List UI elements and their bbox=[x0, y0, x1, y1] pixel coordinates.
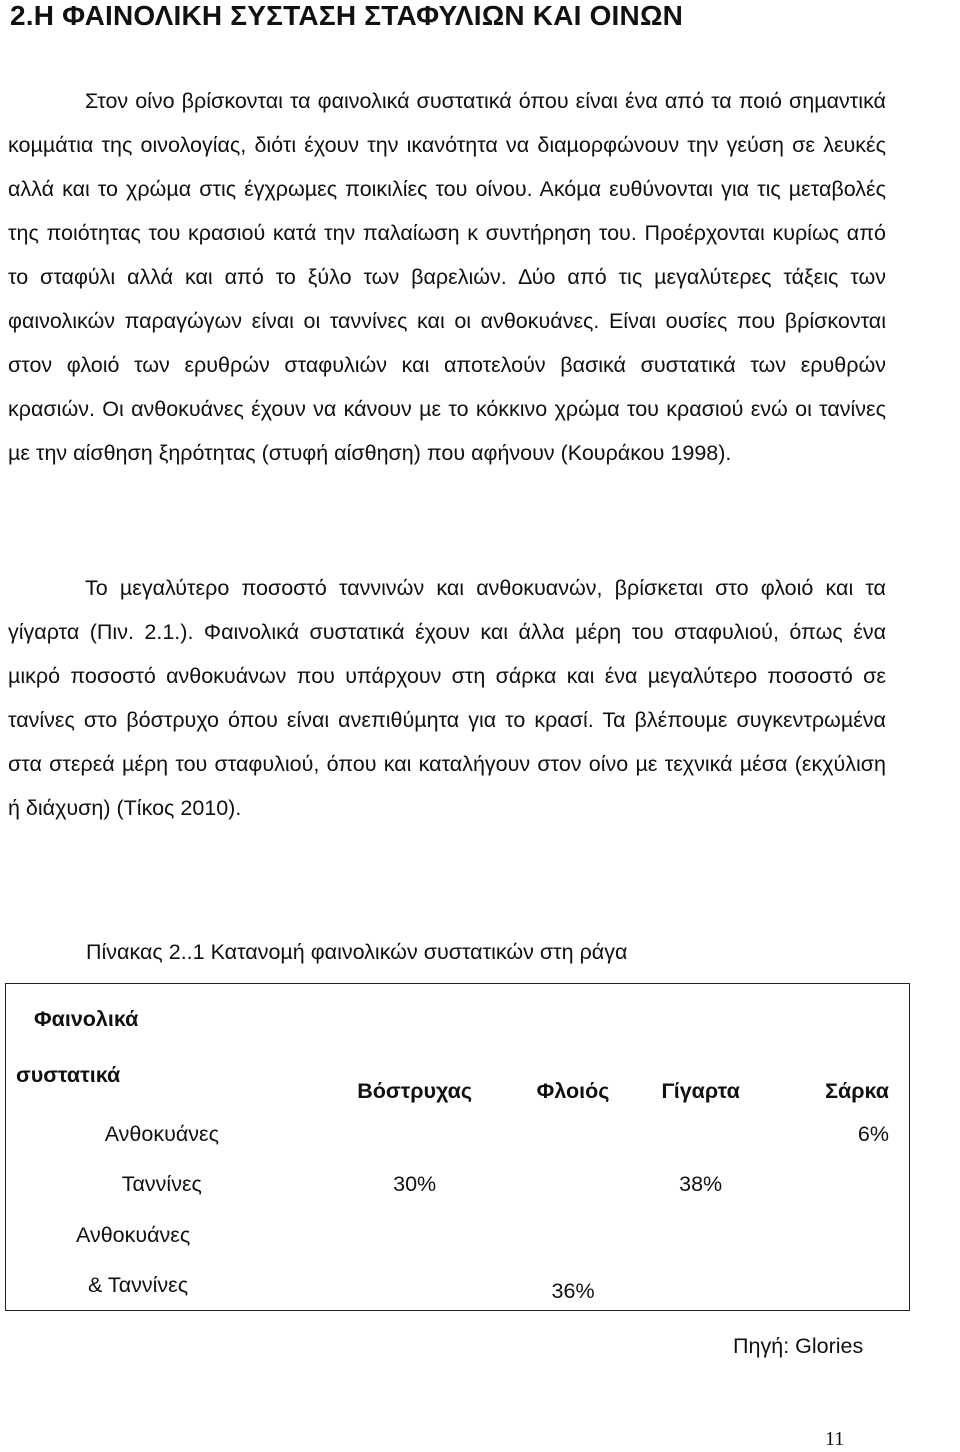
row-label-line1: Ανθοκυάνες bbox=[76, 1222, 191, 1247]
header-compounds-line2: συστατικά bbox=[16, 1062, 121, 1087]
table-row bbox=[6, 1160, 910, 1210]
table-header-row bbox=[6, 984, 910, 1110]
header-cell-flesh: Σάρκα bbox=[825, 1078, 889, 1103]
page-number: 11 bbox=[825, 1428, 845, 1450]
cell-stem bbox=[318, 1210, 512, 1311]
header-cell-skin: Φλοιός bbox=[536, 1078, 610, 1103]
cell-seeds bbox=[635, 1110, 767, 1160]
table-row bbox=[6, 1110, 910, 1160]
table-row bbox=[6, 1210, 910, 1311]
phenolic-distribution-table bbox=[5, 983, 910, 1311]
table-caption: Πίνακας 2..1 Κατανοµή φαινολικών συστατικών στη ράγα bbox=[86, 940, 628, 964]
header-compounds-line1: Φαινολικά bbox=[34, 1006, 139, 1031]
row-label: Ταννίνες bbox=[121, 1172, 202, 1196]
cell-flesh bbox=[767, 1210, 910, 1311]
cell-skin bbox=[512, 1110, 635, 1160]
cell-skin: 36% bbox=[551, 1278, 595, 1303]
cell-flesh bbox=[767, 1160, 910, 1210]
header-cell-stem: Βόστρυχας bbox=[357, 1078, 473, 1103]
paragraph-1: Στον οίνο βρίσκονται τα φαινολικά συστατικά όπου είναι ένα από τα ποιό σηµαντικά κοµµάτια της οινολογίας, διότι έχουν την ικανότητα να διαµορφώνουν την γεύση σε λευκές αλλά και το χρώµα στις έγχρωµες ποικιλίες του οίνου. Ακόµα ευθύνονται για τις µεταβολές της ποιότητας του κρασιού κατά την παλαίωση κ συντήρηση του. Προέρχονται κυρίως από το σταφύλι αλλά και από το ξύλο των βαρελιών. ∆ύο από τις µεγαλύτερες τάξεις των φαινολικών παραγώγων είναι οι ταννίνες και οι ανθοκυάνες. Είναι ουσίες που βρίσκονται στον φλοιό των ερυθρών σταφυλιών και αποτελούν βασικά συστατικά των ερυθρών κρασιών. Οι ανθοκυάνες έχουν να κάνουν µε το κόκκινο χρώµα του κρασιού ενώ οι τανίνες µε την αίσθηση ξηρότητας (στυφή αίσθηση) που αφήνουν (Κουράκου 1998). bbox=[8, 89, 886, 465]
cell-seeds bbox=[635, 1210, 767, 1311]
row-label-line2: & Ταννίνες bbox=[88, 1272, 189, 1297]
table-source: Πηγή: Glories bbox=[733, 1334, 864, 1358]
header-cell-seeds: Γίγαρτα bbox=[661, 1078, 740, 1103]
cell-skin bbox=[512, 1160, 635, 1210]
row-label bbox=[6, 1210, 318, 1311]
cell-seeds: 38% bbox=[679, 1172, 723, 1196]
page-title: 2.Η ΦΑΙΝΟΛΙΚΗ ΣΥΣΤΑΣΗ ΣΤΑΦΥΛΙΩΝ ΚΑΙ ΟΙΝΩΝ bbox=[10, 0, 684, 31]
cell-flesh: 6% bbox=[857, 1122, 889, 1146]
paragraph-2: Το µεγαλύτερο ποσοστό ταννινών και ανθοκυανών, βρίσκεται στο φλοιό και τα γίγαρτα (Πιν. 2.1.). Φαινολικά συστατικά έχουν και άλλα µέρη του σταφυλιού, όπως ένα µικρό ποσοστό ανθοκυάνων που υπάρχουν στη σάρκα και ένα µεγαλύτερο ποσοστό σε τανίνες στο βόστρυχο όπου είναι ανεπιθύµητα για το κρασί. Τα βλέπουµε συγκεντρωµένα στα στερεά µέρη του σταφυλιού, όπου και καταλήγουν στον οίνο µε τεχνικά µέσα (εκχύλιση ή διάχυση) (Τίκος 2010). bbox=[8, 576, 886, 820]
row-label: Ανθοκυάνες bbox=[104, 1122, 219, 1146]
cell-stem bbox=[318, 1110, 512, 1160]
cell-stem: 30% bbox=[393, 1172, 437, 1196]
header-cell-compounds bbox=[6, 984, 318, 1110]
